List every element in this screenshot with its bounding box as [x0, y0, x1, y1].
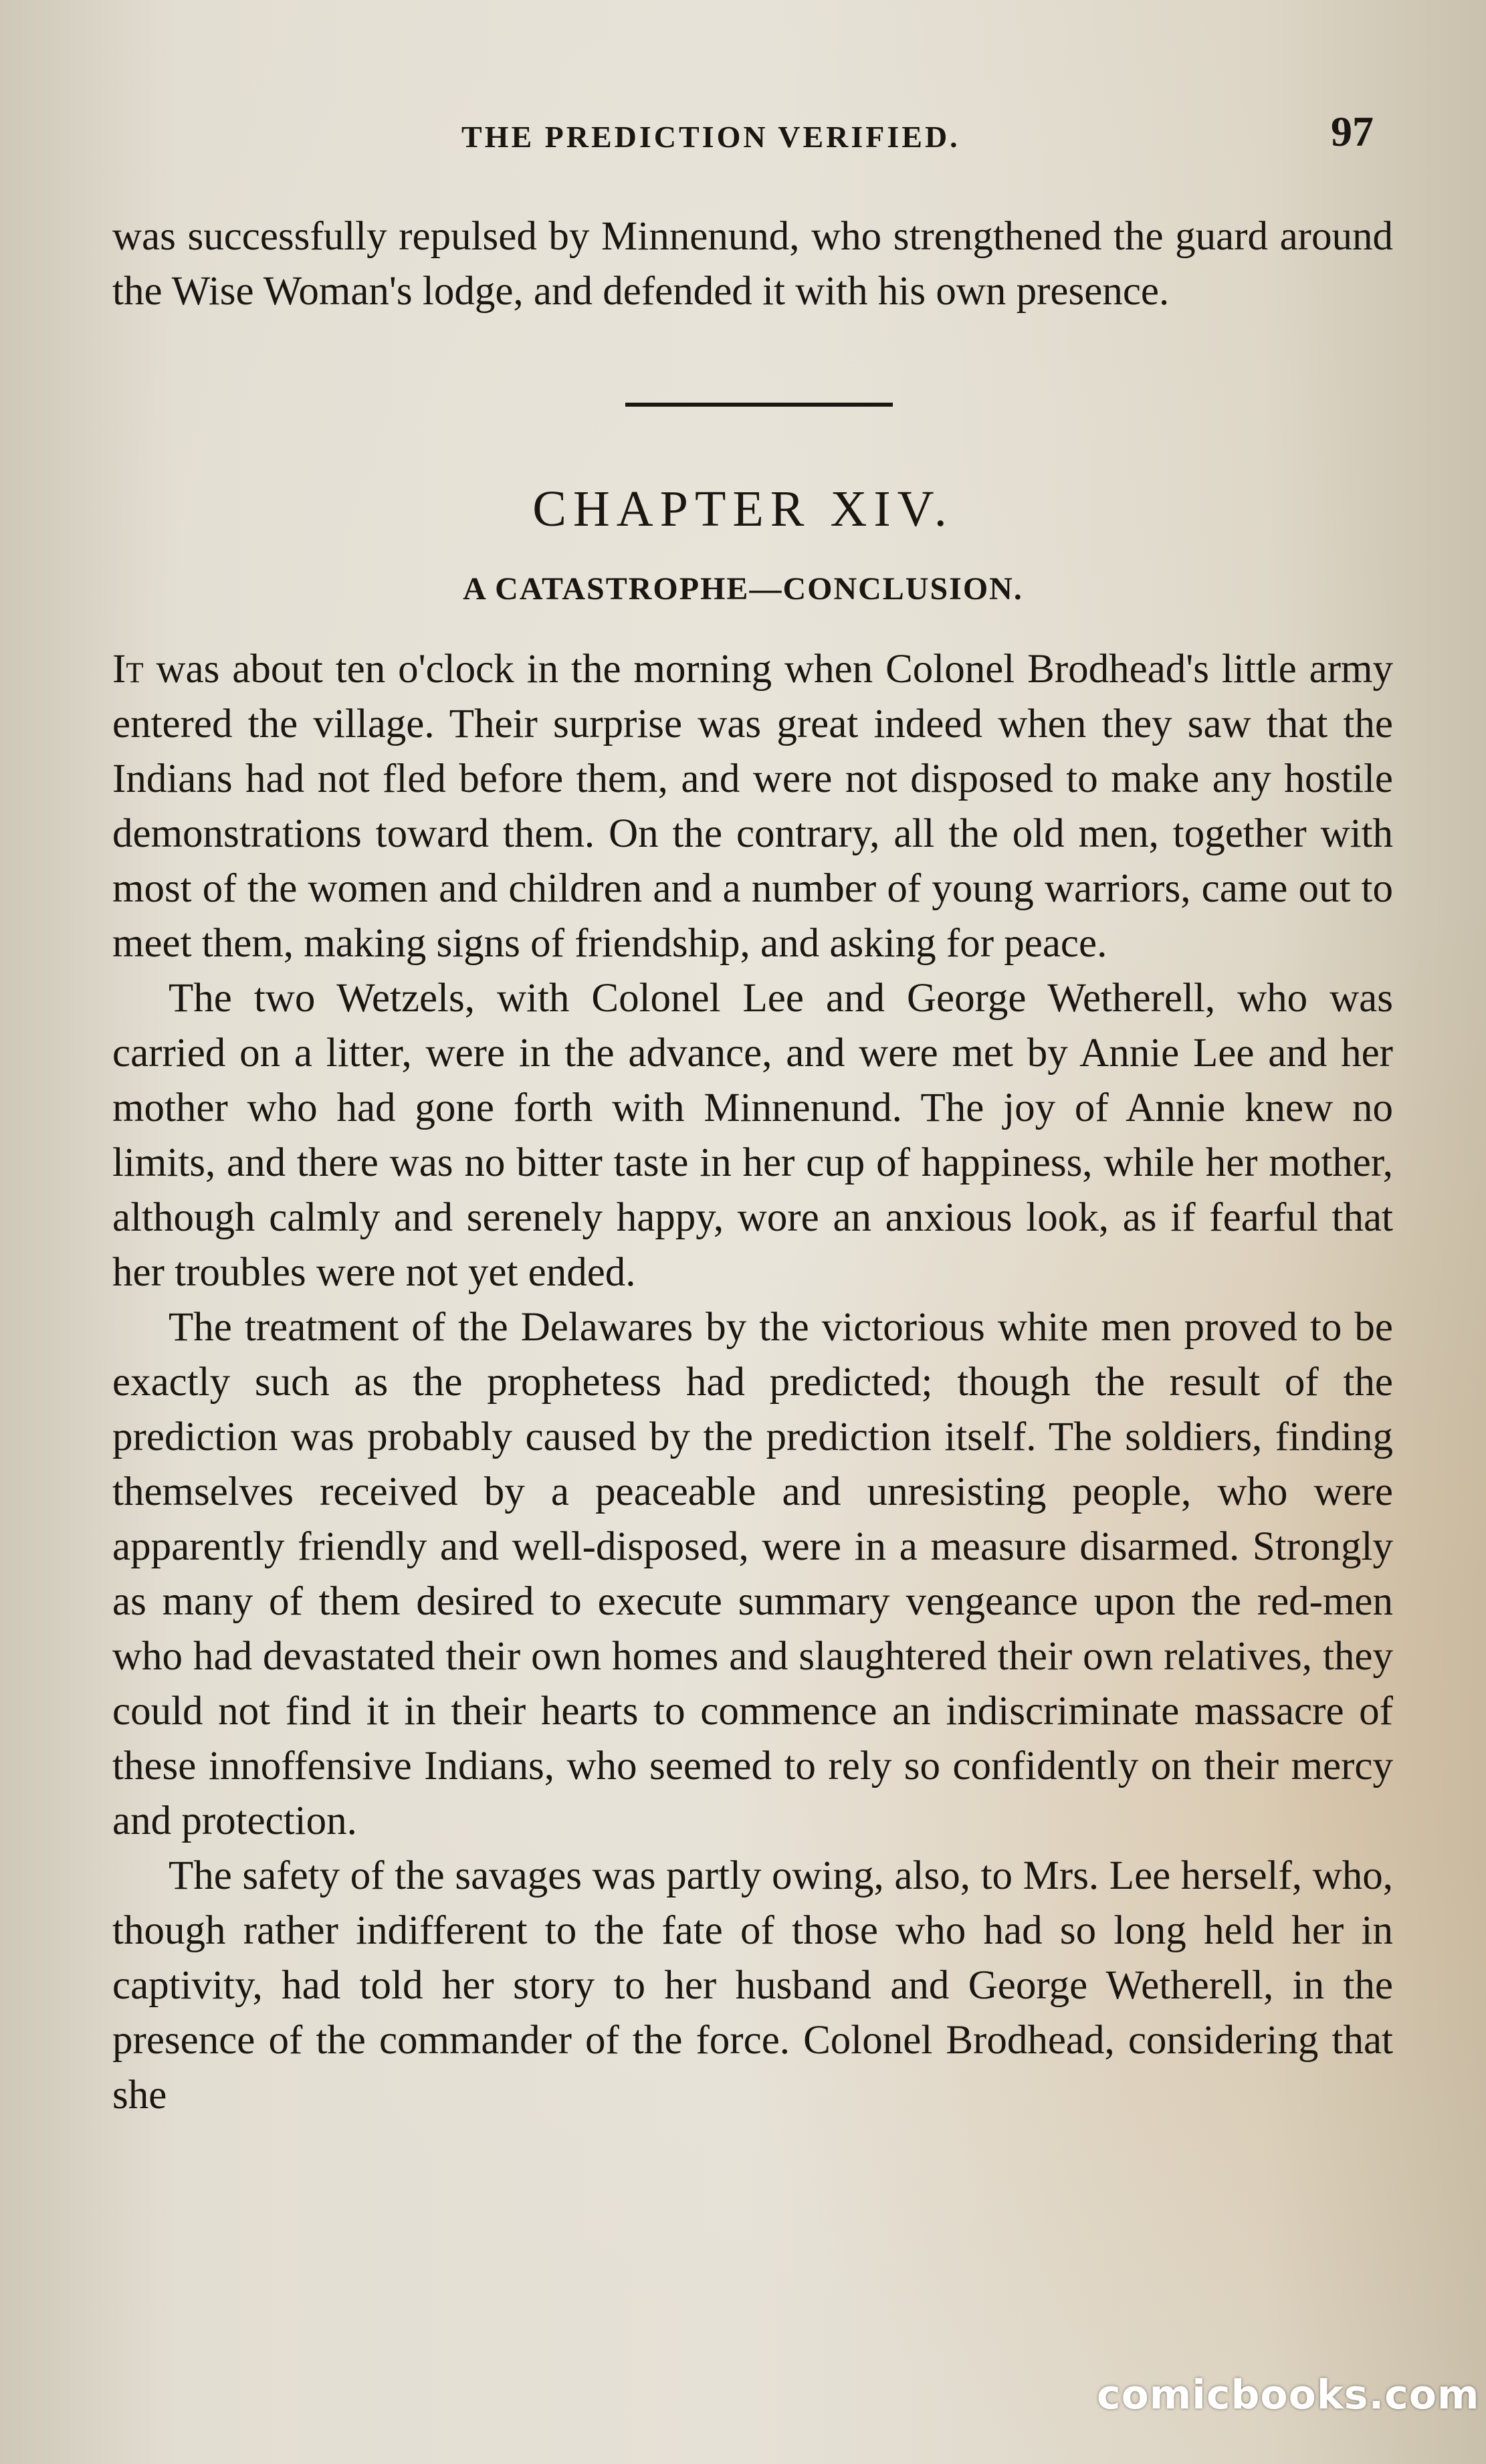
paragraph-text: was about ten o'clock in the morning when Colonel Brodhead's little army entered the village. Their surprise was great indeed when they saw that the Indians had not fled before them, and were not disposed to make any hostile demonstrations toward them. On the contrary, all the old men, together with most of the women and children and a number of young warriors, came out to meet them, making signs of friendship, and asking for peace. [112, 647, 1393, 966]
chapter-body [112, 642, 1393, 2123]
paragraph [112, 642, 1393, 971]
chapter-subtitle: A CATASTROPHE—CONCLUSION. [463, 571, 1023, 607]
opening-words: It [112, 647, 144, 692]
section-divider [625, 403, 893, 407]
running-head: THE PREDICTION VERIFIED. [461, 120, 960, 154]
continued-paragraph: was successfully repulsed by Minnenund, who strengthened the guard around the Wise Woman's lodge, and defended it with his own presence. [112, 214, 1393, 314]
paragraph: The two Wetzels, with Colonel Lee and George Wetherell, who was carried on a litter, were in the advance, and were met by Annie Lee and her mother who had gone forth with Minnenund. The joy of Annie knew no limits, and there was no bitter taste in her cup of happiness, while her mother, although calmly and serenely happy, wore an anxious look, as if fearful that her troubles were not yet ended. [112, 976, 1393, 1295]
site-watermark: comicbooks.com [1097, 2372, 1480, 2419]
paragraph: The safety of the savages was partly owing, also, to Mrs. Lee herself, who, though rather indifferent to the fate of those who had so long held her in captivity, had told her story to her husband and George Wetherell, in the presence of the commander of the force. Colonel Brodhead, considering that she [112, 1853, 1393, 2118]
paragraph: The treatment of the Delawares by the victorious white men proved to be exactly such as the prophetess had predicted; though the result of the prediction was probably caused by the prediction itself. The soldiers, finding themselves received by a peaceable and unresisting people, who were apparently friendly and well-disposed, were in a measure disarmed. Strongly as many of them desired to execute summary vengeance upon the red-men who had devastated their own homes and slaughtered their own relatives, they could not find it in their hearts to commence an indiscriminate massacre of these innoffensive Indians, who seemed to rely so confidently on their mercy and protection. [112, 1305, 1393, 1843]
page-number: 97 [1331, 108, 1374, 155]
chapter-title: CHAPTER XIV. [532, 481, 954, 537]
previous-chapter-text [112, 209, 1393, 319]
